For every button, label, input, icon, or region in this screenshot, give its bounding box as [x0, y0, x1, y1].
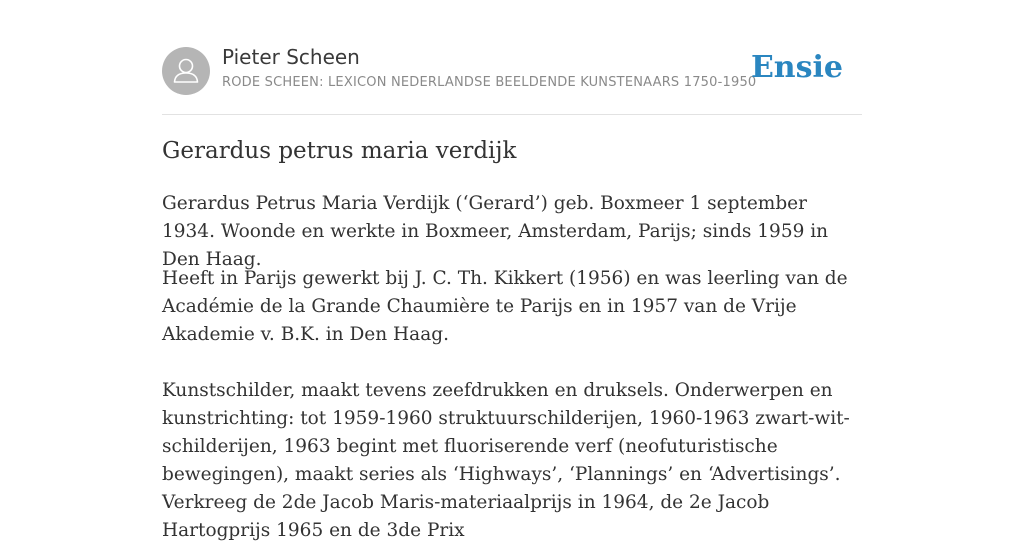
article-paragraph: Kunstschilder, maakt tevens zeefdrukken en druksels. Onderwerpen en kunstrichting: tot 1959-1960 struktuurschilderijen, 1960-1963 zwart-wit-schilderijen, 1963 begint met fluoriserende verf (neofuturistische bewegingen), maakt series als ‘Highways’, ‘Plannings’ en ‘Advertisings’. Verkreeg de 2de Jacob Maris-materiaalprijs in 1964, de 2e Jacob Hartogprijs 1965 en de 3de Prix: [162, 380, 850, 541]
author-avatar[interactable]: [162, 47, 210, 95]
article-paragraph: Gerardus Petrus Maria Verdijk (‘Gerard’) geb. Boxmeer 1 september 1934. Woonde en werkte in Boxmeer, Amsterdam, Parijs; sinds 1959 in Den Haag.: [162, 193, 829, 270]
author-header: [162, 0, 862, 115]
article-paragraph: Heeft in Parijs gewerkt bij J. C. Th. Kikkert (1956) en was leerling van de Académie de la Grande Chaumière te Parijs en in 1957 van de Vrije Akademie v. B.K. in Den Haag.: [162, 268, 848, 345]
author-source: RODE SCHEEN: LEXICON NEDERLANDSE BEELDENDE KUNSTENAARS 1750-1950: [222, 75, 757, 90]
article-title: Gerardus petrus maria verdijk: [162, 138, 517, 164]
author-name[interactable]: Pieter Scheen: [222, 45, 360, 69]
brand-logo[interactable]: Ensie: [750, 50, 843, 85]
page-container: [162, 0, 862, 541]
user-icon: [162, 47, 210, 95]
